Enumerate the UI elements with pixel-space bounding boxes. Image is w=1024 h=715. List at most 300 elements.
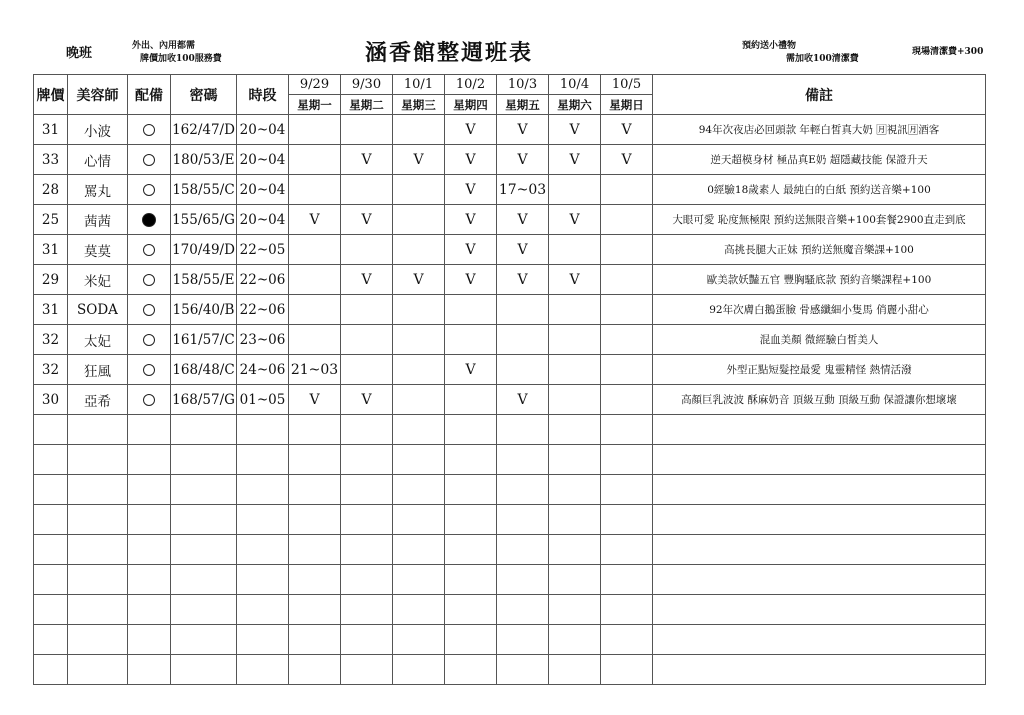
day-cell: [393, 115, 445, 145]
day-cell: [289, 475, 341, 505]
day-cell: V: [341, 145, 393, 175]
day-cell: [341, 475, 393, 505]
day-cell: [549, 415, 601, 445]
day-cell: [393, 595, 445, 625]
header-date: 10/3: [497, 75, 549, 95]
day-cell: [289, 535, 341, 565]
day-cell: V: [497, 205, 549, 235]
day-cell: [341, 445, 393, 475]
day-cell: [341, 235, 393, 265]
code-cell: [171, 535, 237, 565]
day-cell: V: [393, 145, 445, 175]
remarks-cell: [653, 565, 986, 595]
day-cell: [497, 325, 549, 355]
equipment-cell: [128, 505, 171, 535]
table-row: [34, 385, 986, 415]
day-cell: V: [549, 205, 601, 235]
price-cell: [34, 625, 68, 655]
hours-cell: 22~05: [237, 235, 289, 265]
stylist-name: [68, 475, 128, 505]
code-cell: [171, 445, 237, 475]
remarks-cell: [653, 625, 986, 655]
hours-cell: [237, 475, 289, 505]
empty-circle-icon: [143, 334, 155, 346]
price-cell: [34, 595, 68, 625]
note-service-fee: 牌價加收100服務費: [140, 54, 222, 64]
day-cell: V: [549, 145, 601, 175]
day-cell: [393, 625, 445, 655]
day-cell: [289, 295, 341, 325]
hours-cell: 24~06: [237, 355, 289, 385]
equipment-cell: [128, 445, 171, 475]
header-date: 10/4: [549, 75, 601, 95]
equipment-cell: [128, 205, 171, 235]
day-cell: [497, 355, 549, 385]
day-cell: [445, 625, 497, 655]
equipment-cell: [128, 625, 171, 655]
day-cell: [341, 535, 393, 565]
price-cell: 31: [34, 115, 68, 145]
code-cell: 168/57/G: [171, 385, 237, 415]
empty-circle-icon: [143, 304, 155, 316]
price-cell: 31: [34, 295, 68, 325]
equipment-cell: [128, 115, 171, 145]
day-cell: [289, 655, 341, 685]
day-cell: [549, 655, 601, 685]
header-weekday: 星期六: [549, 95, 601, 115]
day-cell: [393, 475, 445, 505]
equipment-cell: [128, 265, 171, 295]
header-weekday: 星期三: [393, 95, 445, 115]
day-cell: [445, 445, 497, 475]
remarks-cell: [653, 535, 986, 565]
day-cell: [393, 415, 445, 445]
day-cell: [497, 625, 549, 655]
day-cell: [289, 325, 341, 355]
remarks-cell: [653, 415, 986, 445]
stylist-name: 小波: [68, 115, 128, 145]
day-cell: [549, 505, 601, 535]
day-cell: [445, 505, 497, 535]
stylist-name: [68, 415, 128, 445]
day-cell: [549, 475, 601, 505]
header-weekday: 星期五: [497, 95, 549, 115]
stylist-name: 米妃: [68, 265, 128, 295]
empty-circle-icon: [143, 394, 155, 406]
day-cell: [601, 595, 653, 625]
day-cell: V: [601, 145, 653, 175]
day-cell: [393, 505, 445, 535]
price-cell: 31: [34, 235, 68, 265]
price-cell: [34, 445, 68, 475]
price-cell: 28: [34, 175, 68, 205]
equipment-cell: [128, 355, 171, 385]
day-cell: [341, 505, 393, 535]
note-gift: 預約送小禮物: [742, 41, 797, 51]
day-cell: V: [445, 355, 497, 385]
stylist-name: [68, 625, 128, 655]
day-cell: [601, 445, 653, 475]
day-cell: V: [497, 235, 549, 265]
header-date: 10/2: [445, 75, 497, 95]
equipment-cell: [128, 385, 171, 415]
header-weekday: 星期四: [445, 95, 497, 115]
day-cell: [497, 475, 549, 505]
equipment-cell: [128, 175, 171, 205]
header-weekday: 星期日: [601, 95, 653, 115]
day-cell: [393, 355, 445, 385]
stylist-name: [68, 445, 128, 475]
filled-circle-icon: [142, 213, 156, 227]
price-cell: 30: [34, 385, 68, 415]
day-cell: [497, 445, 549, 475]
empty-row: [34, 415, 986, 445]
day-cell: V: [445, 145, 497, 175]
day-cell: [445, 595, 497, 625]
day-cell: V: [445, 265, 497, 295]
header-date: 9/30: [341, 75, 393, 95]
hours-cell: [237, 445, 289, 475]
empty-circle-icon: [143, 364, 155, 376]
price-cell: [34, 565, 68, 595]
day-cell: [549, 595, 601, 625]
code-cell: [171, 415, 237, 445]
header-date: 10/1: [393, 75, 445, 95]
day-cell: [393, 235, 445, 265]
day-cell: V: [341, 205, 393, 235]
day-cell: [549, 175, 601, 205]
day-cell: [549, 385, 601, 415]
day-cell: 21~03: [289, 355, 341, 385]
price-cell: 29: [34, 265, 68, 295]
day-cell: [289, 625, 341, 655]
code-cell: 180/53/E: [171, 145, 237, 175]
remarks-cell: 高顏巨乳波波 酥麻奶音 頂級互動 頂級互動 保證讓你想壞壞: [653, 385, 986, 415]
equipment-cell: [128, 475, 171, 505]
stylist-name: [68, 535, 128, 565]
remarks-cell: 歐美款妖豔五官 豐胸騷底款 預約音樂課程+100: [653, 265, 986, 295]
remarks-cell: 92年次膚白鵝蛋臉 骨感纖細小隻馬 俏麗小甜心: [653, 295, 986, 325]
hours-cell: [237, 625, 289, 655]
code-cell: [171, 505, 237, 535]
price-cell: 32: [34, 355, 68, 385]
shift-label: 晚班: [66, 46, 93, 61]
day-cell: [341, 595, 393, 625]
day-cell: [341, 355, 393, 385]
header-hours: 時段: [237, 75, 289, 115]
day-cell: V: [445, 175, 497, 205]
day-cell: V: [497, 145, 549, 175]
day-cell: [393, 445, 445, 475]
code-cell: 162/47/D: [171, 115, 237, 145]
remarks-cell: 外型正點短髮控最愛 鬼靈精怪 熱情活潑: [653, 355, 986, 385]
empty-circle-icon: [143, 154, 155, 166]
day-cell: [289, 115, 341, 145]
day-cell: [341, 325, 393, 355]
hours-cell: [237, 505, 289, 535]
day-cell: [601, 505, 653, 535]
hours-cell: 23~06: [237, 325, 289, 355]
price-cell: [34, 475, 68, 505]
code-cell: [171, 475, 237, 505]
day-cell: [445, 325, 497, 355]
day-cell: [289, 145, 341, 175]
day-cell: [549, 535, 601, 565]
day-cell: [601, 535, 653, 565]
stylist-name: [68, 565, 128, 595]
equipment-cell: [128, 535, 171, 565]
equipment-cell: [128, 235, 171, 265]
stylist-name: 亞希: [68, 385, 128, 415]
header-date: 9/29: [289, 75, 341, 95]
table-row: [34, 355, 986, 385]
day-cell: [601, 385, 653, 415]
hours-cell: [237, 415, 289, 445]
stylist-name: 莫莫: [68, 235, 128, 265]
day-cell: [601, 265, 653, 295]
remarks-cell: 大眼可愛 恥度無極限 預約送無限音樂+100套餐2900直走到底: [653, 205, 986, 235]
table-row: [34, 325, 986, 355]
day-cell: [497, 295, 549, 325]
table-row: [34, 265, 986, 295]
hours-cell: 20~04: [237, 175, 289, 205]
day-cell: [341, 625, 393, 655]
code-cell: 168/48/C: [171, 355, 237, 385]
header-stylist: 美容師: [68, 75, 128, 115]
code-cell: 155/65/G: [171, 205, 237, 235]
day-cell: V: [445, 115, 497, 145]
equipment-cell: [128, 295, 171, 325]
price-cell: [34, 655, 68, 685]
header-code: 密碼: [171, 75, 237, 115]
day-cell: V: [601, 115, 653, 145]
empty-circle-icon: [143, 124, 155, 136]
code-cell: 158/55/E: [171, 265, 237, 295]
hours-cell: [237, 655, 289, 685]
empty-row: [34, 475, 986, 505]
day-cell: [393, 535, 445, 565]
hours-cell: 22~06: [237, 295, 289, 325]
stylist-name: 心情: [68, 145, 128, 175]
schedule-body: [34, 115, 986, 685]
header-date: 10/5: [601, 75, 653, 95]
day-cell: [341, 565, 393, 595]
table-row: [34, 115, 986, 145]
empty-row: [34, 625, 986, 655]
day-cell: [289, 235, 341, 265]
empty-row: [34, 445, 986, 475]
day-cell: V: [341, 385, 393, 415]
code-cell: 158/55/C: [171, 175, 237, 205]
hours-cell: [237, 535, 289, 565]
day-cell: [289, 415, 341, 445]
hours-cell: 20~04: [237, 145, 289, 175]
day-cell: V: [497, 265, 549, 295]
day-cell: [549, 325, 601, 355]
remarks-cell: [653, 445, 986, 475]
equipment-cell: [128, 655, 171, 685]
day-cell: [445, 385, 497, 415]
stylist-name: 罵丸: [68, 175, 128, 205]
table-row: [34, 175, 986, 205]
remarks-cell: 混血美顏 微經驗白皙美人: [653, 325, 986, 355]
day-cell: [393, 295, 445, 325]
day-cell: [601, 235, 653, 265]
day-cell: [601, 475, 653, 505]
price-cell: 33: [34, 145, 68, 175]
table-row: [34, 205, 986, 235]
day-cell: 17~03: [497, 175, 549, 205]
hours-cell: 22~06: [237, 265, 289, 295]
day-cell: [289, 265, 341, 295]
empty-row: [34, 535, 986, 565]
remarks-cell: [653, 655, 986, 685]
day-cell: [601, 415, 653, 445]
day-cell: [341, 655, 393, 685]
equipment-cell: [128, 565, 171, 595]
stylist-name: [68, 595, 128, 625]
day-cell: [393, 175, 445, 205]
day-cell: [445, 655, 497, 685]
day-cell: [393, 205, 445, 235]
note-onsite-fee: 現場清潔費+300: [912, 47, 984, 57]
header-remarks: 備註: [653, 75, 986, 115]
note-outcall: 外出、內用都需: [132, 41, 196, 51]
day-cell: [497, 595, 549, 625]
table-row: [34, 235, 986, 265]
table-row: [34, 145, 986, 175]
remarks-cell: 0經驗18歲素人 最純白的白紙 預約送音樂+100: [653, 175, 986, 205]
day-cell: [601, 325, 653, 355]
day-cell: V: [549, 265, 601, 295]
day-cell: [497, 655, 549, 685]
day-cell: [601, 565, 653, 595]
header-weekday: 星期二: [341, 95, 393, 115]
day-cell: [497, 415, 549, 445]
day-cell: [601, 205, 653, 235]
stylist-name: 茜茜: [68, 205, 128, 235]
header-equipment: 配備: [128, 75, 171, 115]
hours-cell: [237, 595, 289, 625]
stylist-name: [68, 505, 128, 535]
header-weekday: 星期一: [289, 95, 341, 115]
equipment-cell: [128, 325, 171, 355]
remarks-cell: 高挑長腿大正妹 預約送無魔音樂課+100: [653, 235, 986, 265]
day-cell: [497, 535, 549, 565]
day-cell: [601, 625, 653, 655]
equipment-cell: [128, 145, 171, 175]
hours-cell: [237, 565, 289, 595]
price-cell: [34, 505, 68, 535]
day-cell: [393, 655, 445, 685]
day-cell: V: [445, 205, 497, 235]
day-cell: [341, 415, 393, 445]
code-cell: [171, 595, 237, 625]
day-cell: [549, 625, 601, 655]
day-cell: [341, 175, 393, 205]
day-cell: V: [341, 265, 393, 295]
day-cell: [549, 445, 601, 475]
stylist-name: 太妃: [68, 325, 128, 355]
day-cell: [549, 295, 601, 325]
day-cell: [341, 295, 393, 325]
code-cell: [171, 655, 237, 685]
day-cell: [289, 445, 341, 475]
day-cell: [497, 565, 549, 595]
hours-cell: 20~04: [237, 205, 289, 235]
price-cell: [34, 415, 68, 445]
day-cell: [445, 415, 497, 445]
day-cell: [601, 655, 653, 685]
empty-circle-icon: [143, 244, 155, 256]
day-cell: V: [497, 385, 549, 415]
stylist-name: [68, 655, 128, 685]
day-cell: [341, 115, 393, 145]
price-cell: [34, 535, 68, 565]
day-cell: [445, 565, 497, 595]
table-row: [34, 295, 986, 325]
code-cell: 156/40/B: [171, 295, 237, 325]
day-cell: [549, 355, 601, 385]
code-cell: 170/49/D: [171, 235, 237, 265]
day-cell: V: [497, 115, 549, 145]
day-cell: [289, 175, 341, 205]
day-cell: V: [549, 115, 601, 145]
remarks-cell: [653, 475, 986, 505]
day-cell: [497, 505, 549, 535]
remarks-cell: [653, 505, 986, 535]
day-cell: [393, 325, 445, 355]
day-cell: [289, 565, 341, 595]
day-cell: [445, 535, 497, 565]
hours-cell: 20~04: [237, 115, 289, 145]
day-cell: V: [289, 205, 341, 235]
note-cleaning-fee: 需加收100清潔費: [786, 54, 859, 64]
remarks-cell: 94年次夜店必回頭款 年輕白皙真大奶 🈷視訊🈷酒客: [653, 115, 986, 145]
day-cell: V: [289, 385, 341, 415]
day-cell: [445, 475, 497, 505]
remarks-cell: [653, 595, 986, 625]
day-cell: [549, 565, 601, 595]
empty-row: [34, 655, 986, 685]
page-title: 涵香館整週班表: [365, 40, 534, 66]
empty-circle-icon: [143, 274, 155, 286]
stylist-name: SODA: [68, 295, 128, 325]
day-cell: V: [393, 265, 445, 295]
day-cell: [289, 595, 341, 625]
code-cell: 161/57/C: [171, 325, 237, 355]
empty-circle-icon: [143, 184, 155, 196]
price-cell: 25: [34, 205, 68, 235]
price-cell: 32: [34, 325, 68, 355]
equipment-cell: [128, 415, 171, 445]
day-cell: [549, 235, 601, 265]
day-cell: [601, 355, 653, 385]
equipment-cell: [128, 595, 171, 625]
day-cell: [445, 295, 497, 325]
stylist-name: 狂風: [68, 355, 128, 385]
day-cell: [601, 295, 653, 325]
day-cell: V: [445, 235, 497, 265]
code-cell: [171, 565, 237, 595]
remarks-cell: 逆天超模身材 極品真E奶 超隱藏技能 保證升天: [653, 145, 986, 175]
hours-cell: 01~05: [237, 385, 289, 415]
empty-row: [34, 505, 986, 535]
day-cell: [393, 385, 445, 415]
day-cell: [601, 175, 653, 205]
day-cell: [393, 565, 445, 595]
empty-row: [34, 595, 986, 625]
